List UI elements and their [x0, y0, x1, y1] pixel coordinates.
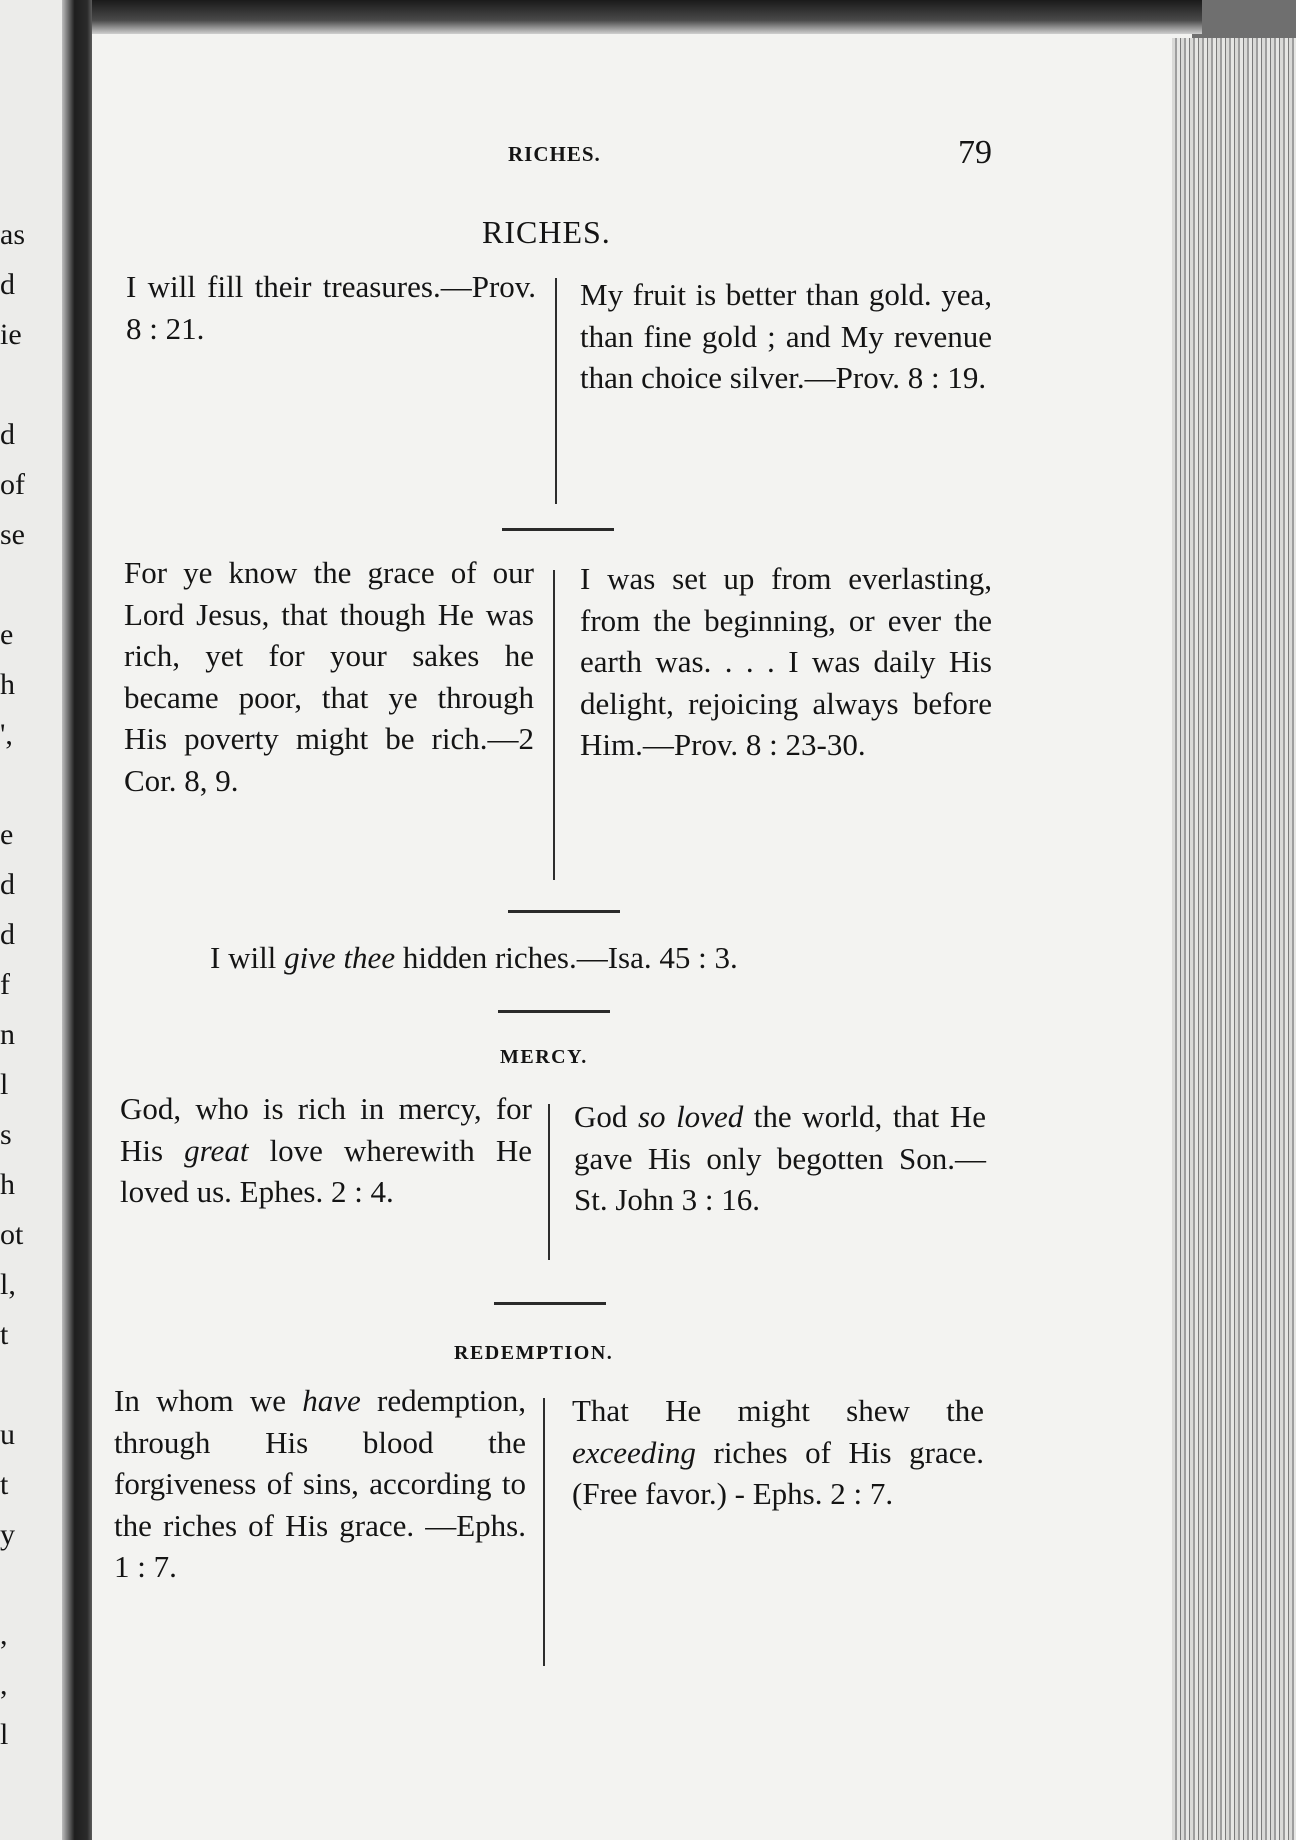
column-divider	[543, 1398, 545, 1666]
verse-ephs-text-end: redemption, through His blood the forgiveness of sins, according to the riches of His grace. —Ephs. 1 : 7.	[114, 1383, 526, 1584]
left-page-fragment: of	[0, 468, 25, 501]
left-page-fragment: d	[0, 418, 15, 451]
verse-ephes-text-end: love wherewith He loved us. Ephes. 2 : 4.	[120, 1132, 532, 1209]
left-page-fragment	[0, 360, 30, 410]
left-page-fragment: as	[0, 218, 25, 251]
left-page-fragment: e	[0, 818, 14, 851]
left-page-fragment: d	[0, 918, 15, 951]
left-page-fragment: y	[0, 1518, 15, 1551]
left-page-fragment: f	[0, 968, 10, 1001]
left-page-fragment: d	[0, 268, 15, 301]
left-page-fragment: ,	[0, 1618, 8, 1651]
section-rule	[508, 910, 620, 913]
verse-prov-8-19: My fruit is better than gold. yea, than fine gold ; and My revenue than choice silver.—Prov. 8 : 19.	[580, 277, 992, 395]
verse-ephes-2-4	[120, 1088, 532, 1213]
left-page-fragment: n	[0, 1018, 15, 1051]
top-shadow	[92, 0, 1202, 34]
page-edge	[1172, 38, 1296, 1840]
verse-john-text-end: the world, that He gave His only begotten Son.—St. John 3 : 16.	[574, 1099, 986, 1217]
left-page-fragment	[0, 760, 30, 810]
verse-ephs-2-italic: exceeding	[572, 1434, 696, 1470]
verse-john-italic: so loved	[637, 1099, 744, 1134]
verse-ephs-2-7	[572, 1390, 984, 1515]
left-page-fragment	[0, 560, 30, 610]
verse-ephs-italic: have	[302, 1383, 361, 1418]
left-page-fragment: l	[0, 1068, 9, 1101]
verse-isa-text: I will	[210, 940, 285, 975]
left-page-fragment	[0, 1360, 30, 1410]
verse-ephs-2-text-end: riches of His grace. (Free favor.) - Ephs. 2 : 7.	[572, 1434, 984, 1511]
section-title-mercy: MERCY.	[500, 1046, 588, 1068]
left-page-fragments	[0, 210, 30, 1760]
left-page-fragment: t	[0, 1468, 9, 1501]
verse-ephes-text: God, who is rich in mercy, for His	[120, 1091, 532, 1168]
left-page-fragment: ie	[0, 318, 22, 351]
left-page-fragment: h	[0, 1168, 15, 1201]
section-title-riches: RICHES.	[482, 214, 611, 250]
left-page-fragment: h	[0, 668, 15, 701]
column-divider	[553, 570, 555, 880]
left-page-fragment: ot	[0, 1218, 24, 1251]
verse-isa-45-3	[210, 940, 738, 976]
verse-prov-8-23-30: I was set up from everlasting, from the beginning, or ever the earth was. . . . I was daily His delight, rejoicing always before Him.—Prov. 8 : 23-30.	[580, 561, 992, 762]
verse-ephs-1-7	[114, 1380, 526, 1588]
verse-isa-text-end: hidden riches.—Isa. 45 : 3.	[395, 940, 738, 975]
column-divider	[548, 1104, 550, 1260]
verse-2-cor-8-9: For ye know the grace of our Lord Jesus, that though He was rich, yet for your sakes he became poor, that ye through His poverty might be rich.—2 Cor. 8, 9.	[124, 555, 534, 798]
left-page-fragment: l,	[0, 1268, 16, 1301]
verse-ephes-italic: great	[184, 1132, 249, 1168]
page-number: 79	[958, 134, 992, 171]
section-rule	[502, 528, 614, 531]
column-divider	[555, 278, 557, 504]
section-rule	[494, 1302, 606, 1305]
verse-john-3-16	[574, 1096, 986, 1221]
left-page-fragment: t	[0, 1318, 9, 1351]
left-page-fragment	[0, 1560, 30, 1610]
section-rule	[498, 1010, 610, 1013]
verse-prov-8-21: I will fill their treasures.—Prov. 8 : 21.	[126, 269, 536, 346]
left-page-fragment: l	[0, 1718, 9, 1751]
left-page-fragment: ,	[0, 1668, 8, 1701]
left-page-fragment: se	[0, 518, 25, 551]
left-page-fragment: e	[0, 618, 14, 651]
left-page-fragment: u	[0, 1418, 15, 1451]
left-page-fragment: s	[0, 1118, 12, 1151]
verse-ephs-2-text: That He might shew the	[572, 1393, 984, 1428]
verse-isa-italic: give thee	[284, 940, 396, 975]
verse-john-text: God	[574, 1099, 638, 1134]
left-page-fragment: ',	[0, 718, 13, 751]
verse-ephs-text: In whom we	[114, 1383, 303, 1418]
left-page-fragment: d	[0, 868, 15, 901]
section-title-redemption: REDEMPTION.	[454, 1342, 614, 1364]
running-head: RICHES.	[508, 142, 601, 166]
